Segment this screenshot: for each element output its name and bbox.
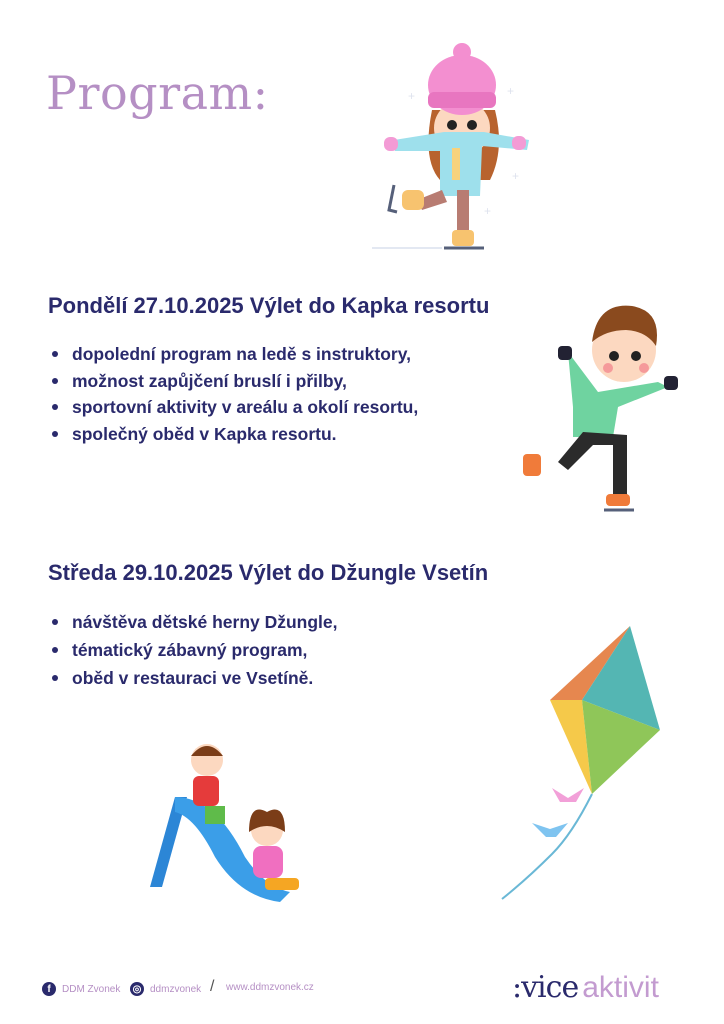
facebook-label: DDM Zvonek — [62, 983, 121, 995]
girl-skater-illustration — [372, 40, 532, 255]
kite-illustration — [498, 622, 668, 902]
day2-heading: Středa 29.10.2025 Výlet do Džungle Vsetín — [48, 560, 489, 585]
instagram-icon: ◎ — [130, 982, 144, 996]
list-item: možnost zapůjčení bruslí i přilby, — [50, 368, 418, 395]
list-item: společný oběd v Kapka resortu. — [50, 421, 418, 448]
facebook-link[interactable] — [42, 982, 120, 996]
logo-part2: aktivit — [582, 971, 659, 1004]
svg-text:+: + — [507, 84, 515, 98]
instagram-label: ddmzvonek — [150, 983, 202, 995]
day2-list — [50, 608, 338, 692]
day1-list — [50, 341, 418, 447]
svg-text:+: + — [512, 169, 520, 183]
list-item: oběd v restauraci ve Vsetíně. — [50, 664, 338, 692]
list-item: dopolední program na ledě s instruktory, — [50, 341, 418, 368]
kids-on-slide-illustration — [145, 742, 325, 912]
separator: / — [210, 978, 215, 995]
svg-text:+: + — [484, 204, 492, 218]
day1-heading: Pondělí 27.10.2025 Výlet do Kapka resortu — [48, 293, 490, 318]
facebook-icon: f — [42, 982, 56, 996]
instagram-link[interactable] — [130, 982, 201, 996]
boy-skater-illustration — [518, 302, 683, 517]
website-link[interactable]: www.ddmzvonek.cz — [226, 982, 314, 993]
vice-aktivit-logo — [512, 970, 659, 1005]
list-item: sportovní aktivity v areálu a okolí resortu, — [50, 394, 418, 421]
logo-part1: :vice — [512, 970, 579, 1005]
list-item: návštěva dětské herny Džungle, — [50, 608, 338, 636]
list-item: tématický zábavný program, — [50, 636, 338, 664]
svg-text:+: + — [408, 89, 416, 103]
page-title: Program: — [46, 66, 269, 120]
